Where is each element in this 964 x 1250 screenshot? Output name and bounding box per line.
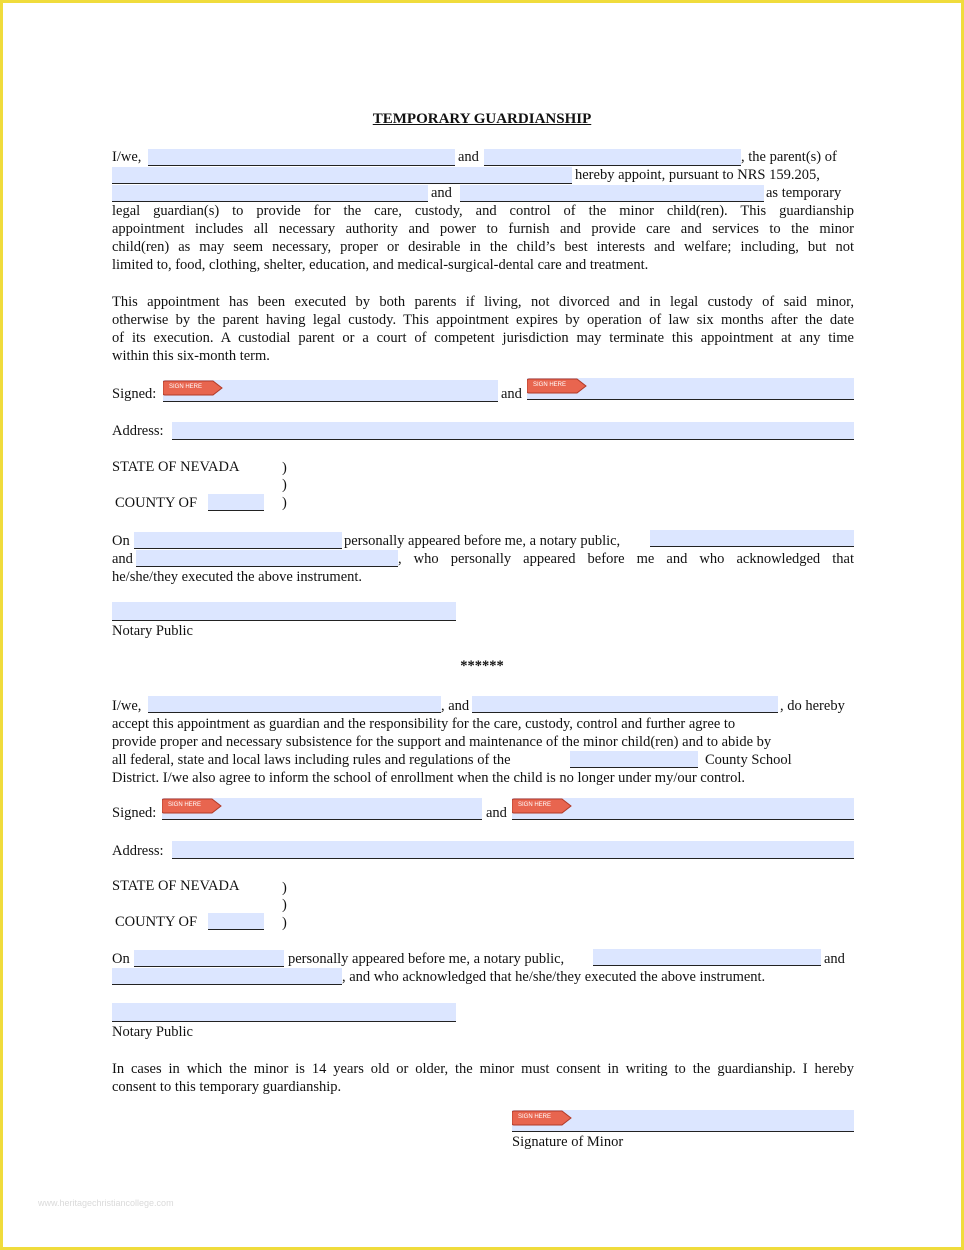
bracket: )	[282, 897, 287, 913]
address-label: Address:	[112, 843, 164, 859]
guardian1-signature-field[interactable]	[162, 798, 482, 820]
paragraph-line: otherwise by the parent having legal custody. This appointment expires by operation of law six months after the date	[112, 312, 854, 328]
paragraph-line: within this six-month term.	[112, 348, 270, 364]
bracket: )	[282, 460, 287, 476]
watermark: www.heritagechristiancollege.com	[38, 1198, 174, 1208]
sign-here-text: SIGN HERE	[518, 1114, 552, 1120]
appearer2-name-field[interactable]	[136, 550, 398, 567]
and-label: , and	[441, 698, 470, 714]
county-school-label: County School	[705, 752, 792, 768]
notary-signature-field[interactable]	[112, 602, 456, 621]
sign-here-text: SIGN HERE	[169, 384, 203, 390]
signature-of-minor-label: Signature of Minor	[512, 1134, 624, 1150]
signed-label: Signed:	[112, 386, 157, 402]
appeared-label: personally appeared before me, a notary public,	[344, 533, 621, 549]
address-field[interactable]	[172, 422, 854, 440]
acknowledged-label: , who personally appeared before me and who acknowledged that	[398, 551, 854, 567]
paragraph-line: legal guardian(s) to provide for the care, custody, and control of the minor child(ren). This guardianship	[112, 203, 854, 219]
guardianship-paragraph	[112, 202, 854, 274]
district-label: District. I/we also agree to inform the school of enrollment when the child is no longer under my/our control.	[112, 770, 746, 786]
parents-of-label: , the parent(s) of	[741, 149, 837, 165]
state-label: STATE OF NEVADA	[112, 459, 240, 475]
appearer1-name-field[interactable]	[650, 530, 854, 547]
paragraph-line: In cases in which the minor is 14 years old or older, the minor must consent in writing to the guardianship. I hereby	[112, 1061, 854, 1077]
iwe-label: I/we,	[112, 698, 142, 714]
bracket: )	[282, 495, 287, 511]
do-hereby-label: , do hereby	[780, 698, 845, 714]
date-field[interactable]	[134, 532, 342, 549]
on-label: On	[112, 533, 130, 549]
date-field[interactable]	[134, 950, 284, 967]
paragraph-line: limited to, food, clothing, shelter, education, and medical-surgical-dental care and treatment.	[112, 257, 649, 273]
parent1-name-field[interactable]	[148, 149, 455, 166]
state-label: STATE OF NEVADA	[112, 878, 240, 894]
sign-here-text: SIGN HERE	[533, 382, 567, 388]
parent1-signature-field[interactable]	[163, 380, 498, 402]
accept-line: accept this appointment as guardian and the responsibility for the care, custody, control and further agree to	[112, 716, 736, 732]
signed-label: Signed:	[112, 805, 157, 821]
address-field[interactable]	[172, 841, 854, 859]
minor-child-name-field[interactable]	[112, 167, 572, 184]
federal-label: all federal, state and local laws including rules and regulations of the	[112, 752, 511, 768]
document-title: TEMPORARY GUARDIANSHIP	[372, 111, 592, 127]
executed-label: he/she/they executed the above instrument.	[112, 569, 363, 585]
appeared-label: personally appeared before me, a notary public,	[288, 951, 565, 967]
section-separator: ******	[460, 658, 504, 674]
bracket: )	[282, 880, 287, 896]
minor-signature-field[interactable]	[512, 1110, 854, 1132]
parent2-signature-field[interactable]	[527, 378, 854, 400]
county-field[interactable]	[208, 494, 264, 511]
county-label: COUNTY OF	[115, 914, 198, 930]
and-label: and	[824, 951, 845, 967]
bracket: )	[282, 477, 287, 493]
bracket: )	[282, 915, 287, 931]
county-label: COUNTY OF	[115, 495, 198, 511]
and-label: and	[486, 805, 507, 821]
county-field[interactable]	[208, 913, 264, 930]
paragraph-line: child(ren) as may seem necessary, proper or desirable in the child’s best interests and welfare; including, but not	[112, 239, 854, 255]
sign-here-text: SIGN HERE	[518, 802, 552, 808]
on-label: On	[112, 951, 130, 967]
consent-paragraph	[112, 1060, 854, 1096]
and-label: and	[112, 551, 133, 567]
and-label: and	[458, 149, 479, 165]
guardian2-name-field[interactable]	[460, 185, 764, 202]
accept-line: provide proper and necessary subsistence for the support and maintenance of the minor child(ren) and to abide by	[112, 734, 772, 750]
iwe-label: I/we,	[112, 149, 142, 165]
guardian2-accept-name-field[interactable]	[472, 696, 778, 713]
guardian2-signature-field[interactable]	[512, 798, 854, 820]
paragraph-line: of its execution. A custodial parent or a court of competent jurisdiction may terminate this appointment at any time	[112, 330, 854, 346]
appointment-paragraph	[112, 293, 854, 365]
notary-signature-field[interactable]	[112, 1003, 456, 1022]
acknowledged-label: , and who acknowledged that he/she/they executed the above instrument.	[342, 969, 766, 985]
paragraph-line: appointment includes all necessary authority and power to furnish and provide care and services to the minor	[112, 221, 854, 237]
sign-here-text: SIGN HERE	[168, 802, 202, 808]
and-label: and	[501, 386, 522, 402]
guardian1-accept-name-field[interactable]	[148, 696, 441, 713]
paragraph-line: This appointment has been executed by both parents if living, not divorced and in legal custody of said minor,	[112, 294, 854, 310]
parent2-name-field[interactable]	[484, 149, 741, 166]
county-school-field[interactable]	[570, 751, 698, 768]
appearer2-name-field[interactable]	[112, 968, 342, 985]
notary-public-label: Notary Public	[112, 1024, 193, 1040]
and-label: and	[431, 185, 452, 201]
as-temporary-label: as temporary	[766, 185, 842, 201]
address-label: Address:	[112, 423, 164, 439]
notary-public-label: Notary Public	[112, 623, 193, 639]
hereby-appoint-label: hereby appoint, pursuant to NRS 159.205,	[575, 167, 820, 183]
paragraph-line: consent to this temporary guardianship.	[112, 1079, 342, 1095]
appearer1-name-field[interactable]	[593, 949, 821, 966]
guardian1-name-field[interactable]	[112, 185, 428, 202]
